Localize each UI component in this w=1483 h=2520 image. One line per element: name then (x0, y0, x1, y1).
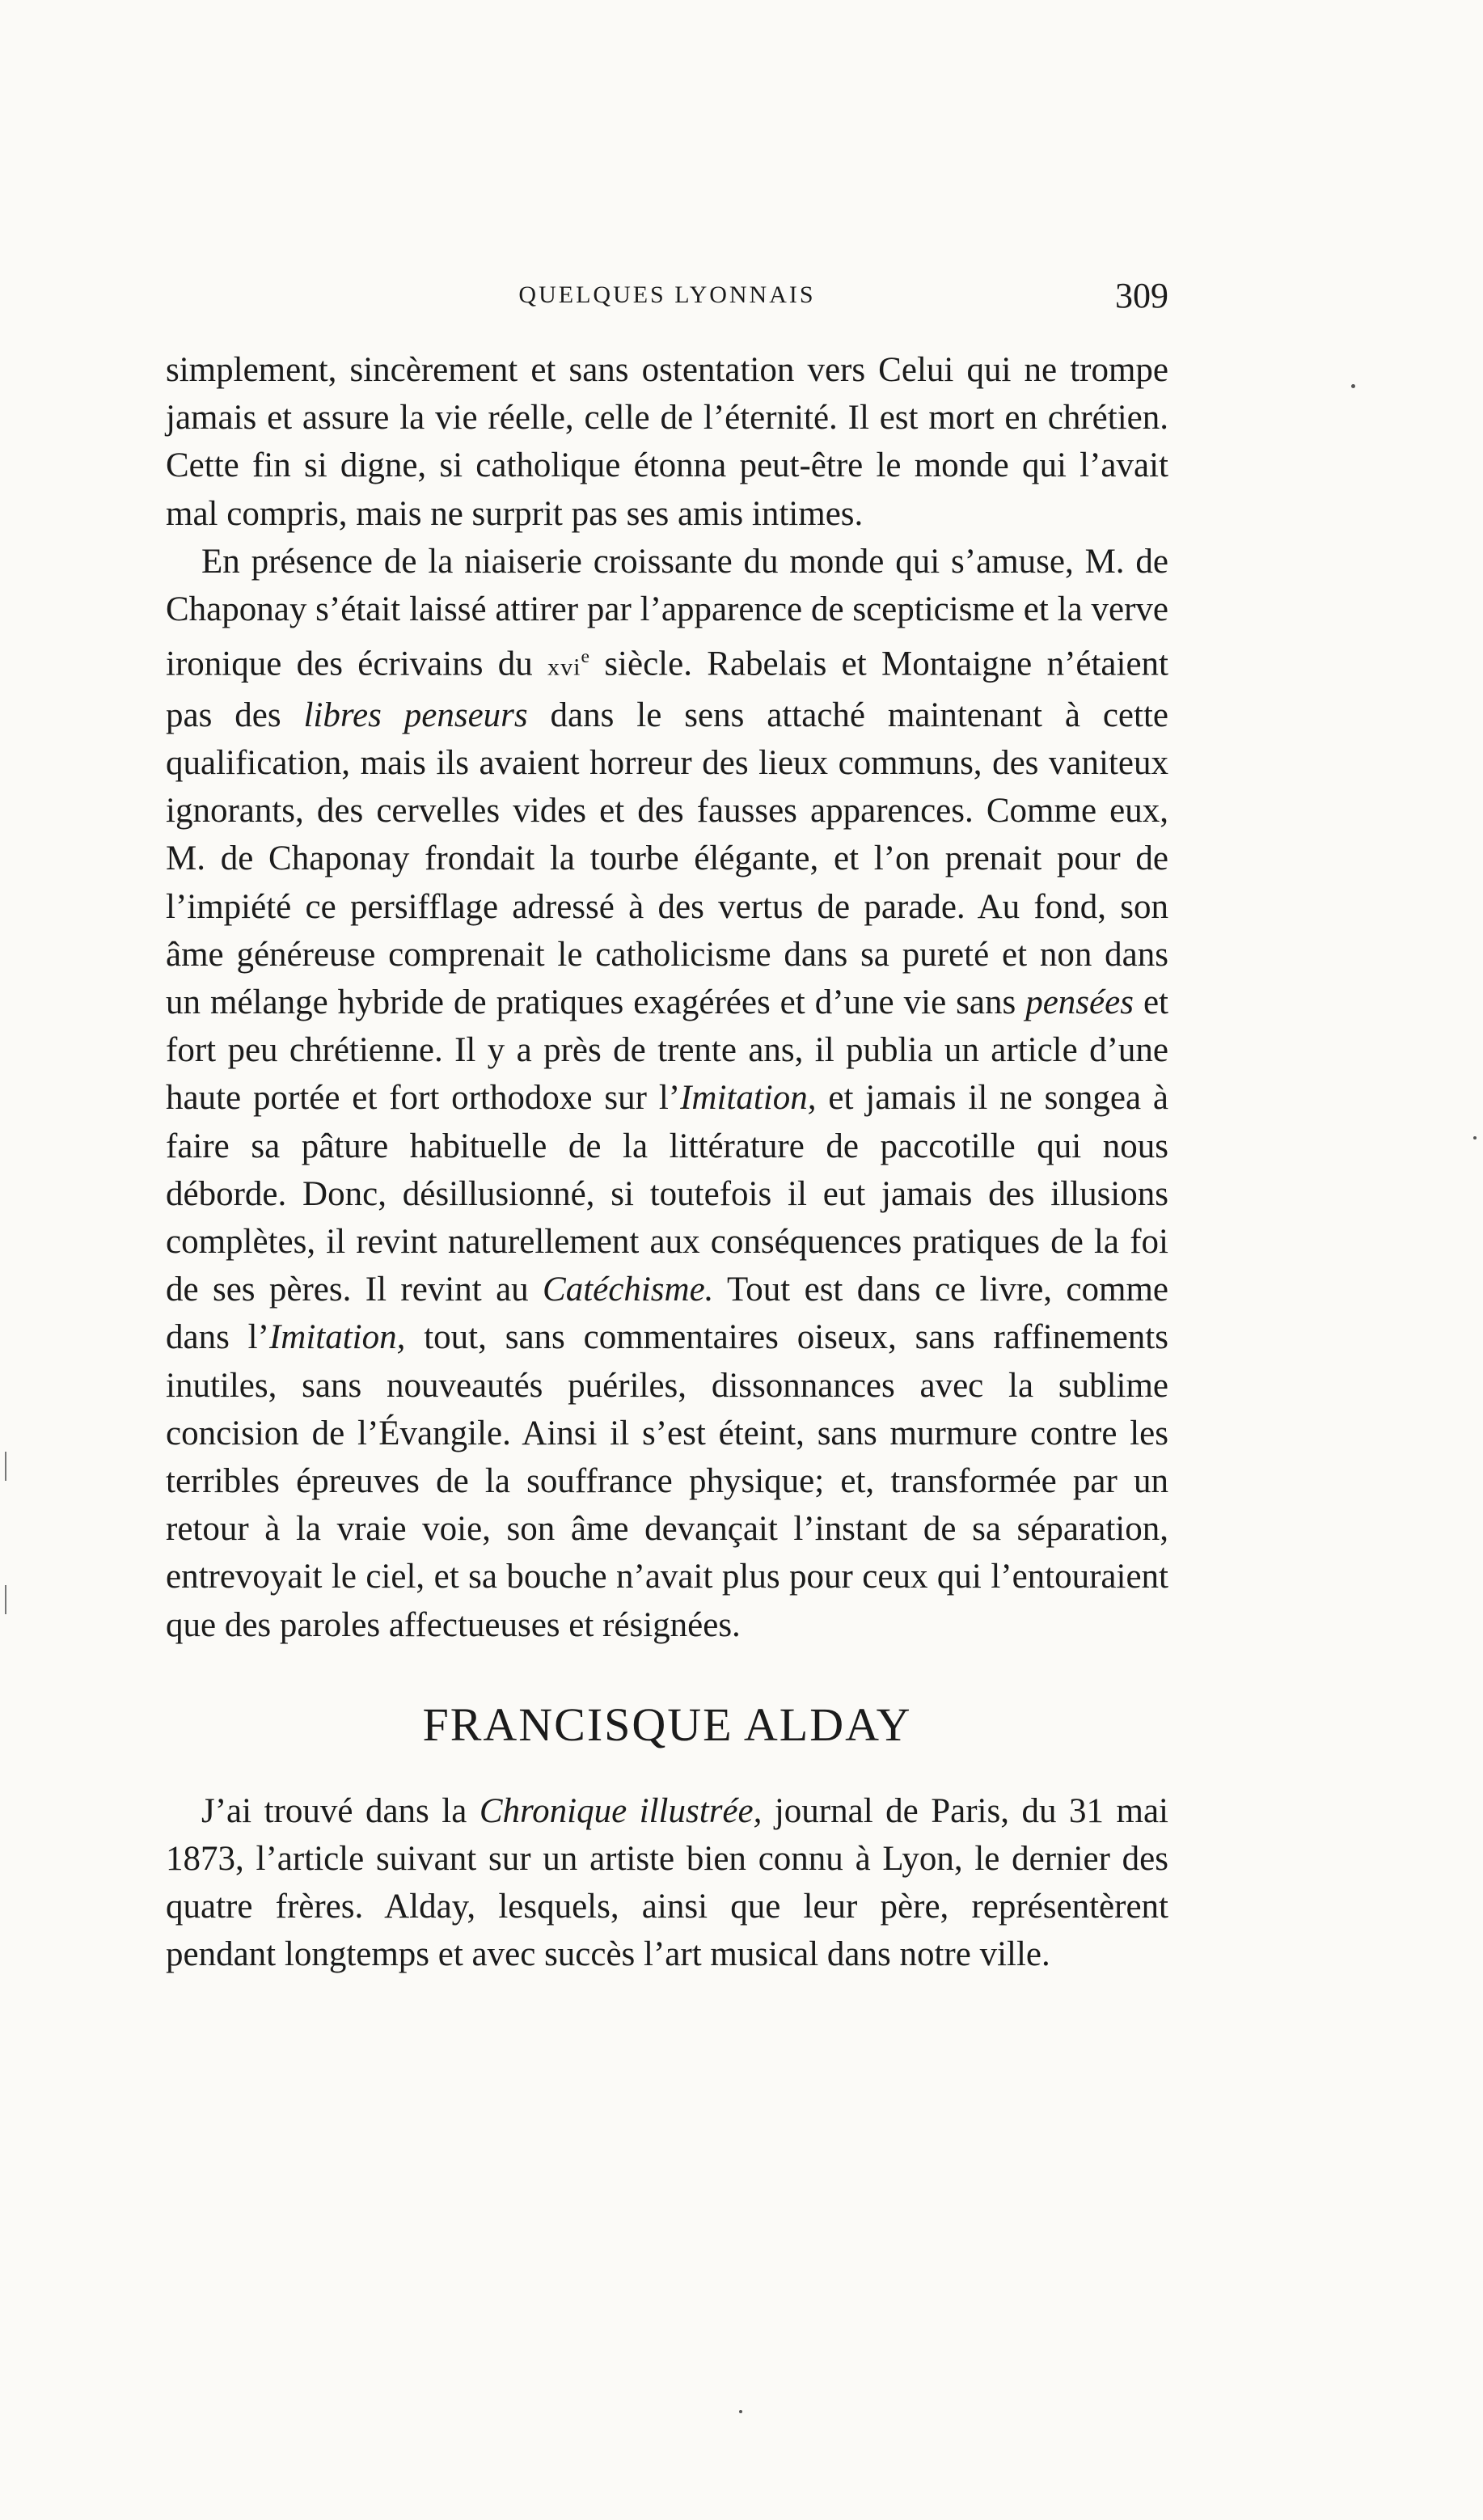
page-number: 309 (1115, 276, 1168, 315)
text-run: dans le sens attaché maintenant à cette qualification, mais ils avaient horreur des lieux communs, des vaniteux ignorants, des cervelles vides et des fausses apparences. Comme eux, M. de Chaponay frondait la tourbe élégante, et l’on prenait pour de l’impiété ce persifflage adressé à des vertus de parade. Au fond, son âme généreuse comprenait le catholicisme dans sa pureté et non dans un mélange hybride de pratiques exagérées et d’une vie sans (166, 696, 1169, 1021)
italic-title: Chronique illustrée, (479, 1791, 763, 1830)
century-superscript: e (581, 646, 590, 668)
text-run: et jamais il ne songea à faire sa pâture habituelle de la littérature de paccotille qui nous déborde. Donc, désillusionné, si toutefois il eut jamais des illusions complètes, il revint naturellement aux conséquences pratiques de la foi de ses pères. Il revint au (166, 1079, 1169, 1309)
margin-mark-lower (5, 1585, 6, 1614)
section-heading: FRANCISQUE ALDAY (422, 1698, 912, 1751)
italic-title: Catéchisme. (543, 1271, 714, 1309)
paragraph-chaponay (166, 538, 1168, 1649)
body-text (166, 346, 1168, 1979)
italic-title: Imitation, (680, 1079, 817, 1118)
century-numeral: xvi (547, 653, 581, 681)
text-run: et fort peu chrétienne. Il y a près de trente ans, il publia un article d’une haute portée et fort orthodoxe sur l’ (166, 983, 1168, 1118)
paragraph-continuation: simplement, sincèrement et sans ostentation vers Celui qui ne trompe jamais et assure la vie réelle, celle de l’éternité. Il est mort en chrétien. Cette fin si digne, si catholique étonna peut-être le monde qui l’avait mal compris, mais ne surprit pas ses amis intimes. (166, 351, 1168, 533)
ink-speck-top (1351, 384, 1355, 388)
running-title: QUELQUES LYONNAIS (518, 281, 816, 308)
text-run: journal de Paris, du 31 mai 1873, l’article suivant sur un artiste bien connu à Lyon, le dernier des quatre frères. Alday, lesquels, ainsi que leur père, représentèrent pendant longtemps et avec succès l’art musical dans notre ville. (166, 1791, 1168, 1974)
running-head (166, 275, 1168, 332)
text-run: J’ai trouvé dans la (201, 1791, 480, 1830)
italic-term: libres penseurs (303, 696, 528, 734)
text-run: Tout est dans ce livre, comme dans l’ (166, 1271, 1168, 1357)
text-run: siècle. Rabelais et Montaigne n’étaient pas des (166, 645, 1168, 734)
margin-mark-upper (5, 1452, 6, 1481)
paragraph-alday (166, 1787, 1168, 1979)
italic-term: pensées (1025, 983, 1134, 1021)
ink-speck-bottom (739, 2410, 742, 2413)
book-page (166, 275, 1168, 1979)
ink-speck-right (1473, 1136, 1477, 1139)
text-run: tout, sans commentaires oiseux, sans raffinements inutiles, sans nouveautés puériles, dissonnances avec la sublime concision de l’Évangile. Ainsi il s’est éteint, sans murmure contre les terribles épreuves de la souffrance physique; et, transformée par un retour à la vraie voie, son âme devançait l’instant de sa séparation, entrevoyait le ciel, et sa bouche n’avait plus pour ceux qui l’entouraient que des paroles affectueuses et résignées. (166, 1318, 1168, 1644)
text-run: En présence de la niaiserie croissante du monde qui s’amuse, M. de Chaponay s’était laissé attirer par l’apparence de scepticisme et la verve ironique des écrivains du (166, 542, 1168, 683)
italic-title: Imitation, (268, 1318, 406, 1357)
